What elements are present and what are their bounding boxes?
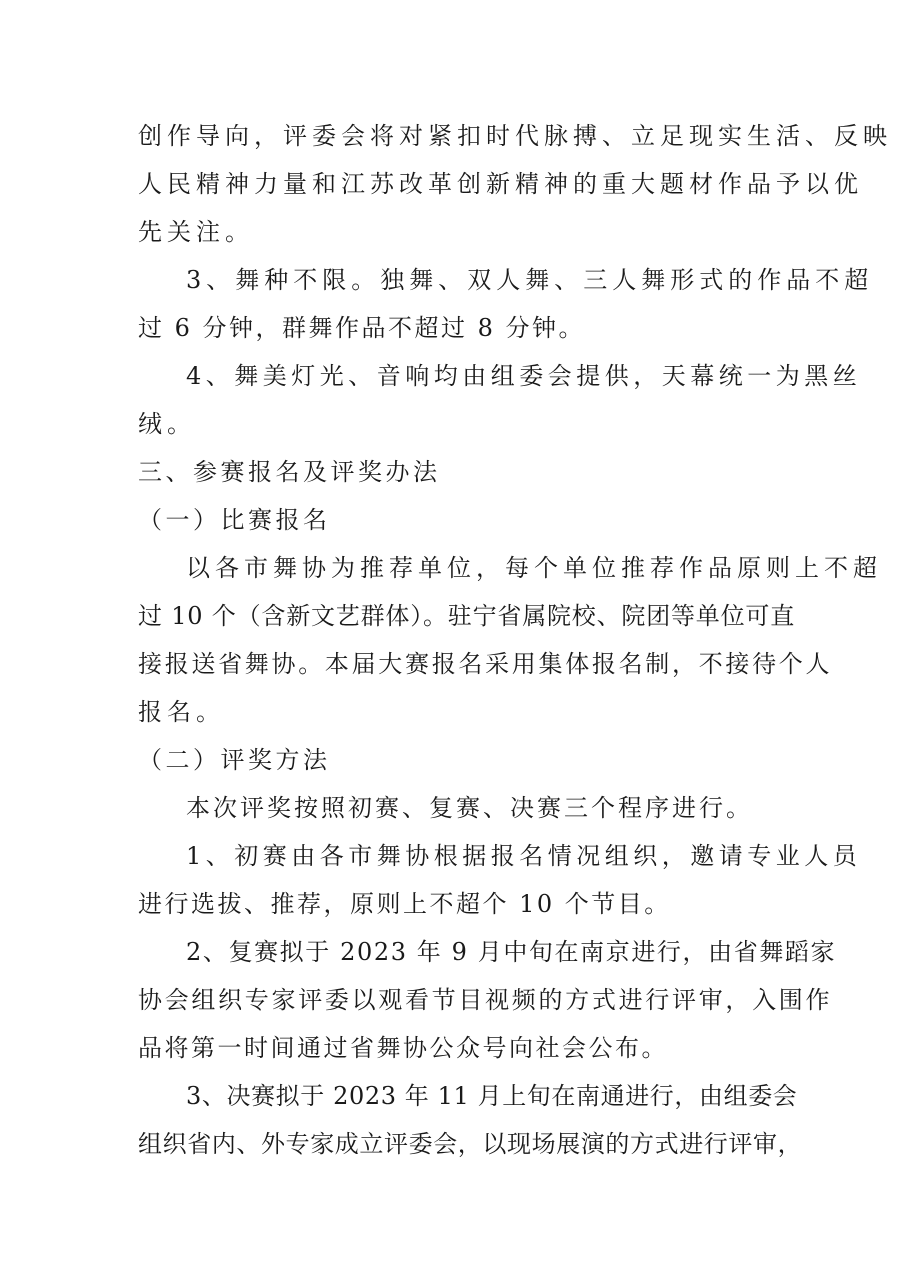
line-text: 4、舞美灯光、音响均由组委会提供，天幕统一为黑丝 (186, 362, 862, 390)
line-text: 协会组织专家评委以观看节目视频的方式进行评审，入围作 (138, 986, 833, 1014)
paragraph-line (0, 1120, 900, 1168)
line-text: 本次评奖按照初赛、复赛、决赛三个程序进行。 (186, 794, 753, 822)
line-text: 2、复赛拟于 2023 年 9 月中旬在南京进行，由省舞蹈家 (186, 938, 837, 966)
line-text: 3、舞种不限。独舞、双人舞、三人舞形式的作品不超 (186, 266, 874, 294)
subsection-heading-text: （一）比赛报名 (138, 506, 331, 534)
paragraph-line (0, 928, 900, 976)
line-text: 过 10 个（含新文艺群体）。驻宁省属院校、院团等单位可直 (138, 602, 795, 630)
line-text: 以各市舞协为推荐单位，每个单位推荐作品原则上不超 (186, 554, 882, 582)
paragraph-line (0, 1072, 900, 1120)
paragraph-line (0, 880, 900, 928)
line-text: 创作导向，评委会将对紧扣时代脉搏、立足现实生活、反映 (138, 122, 892, 150)
section-heading-text: 三、参赛报名及评奖办法 (138, 458, 441, 486)
section-heading (0, 448, 900, 496)
paragraph-line (0, 112, 900, 160)
line-text: 过 6 分钟，群舞作品不超过 8 分钟。 (138, 314, 586, 342)
paragraph-line (0, 832, 900, 880)
paragraph-line (0, 688, 900, 736)
paragraph-line (0, 352, 900, 400)
line-text: 进行选拔、推荐，原则上不超个 10 个节目。 (138, 890, 671, 918)
paragraph-line (0, 400, 900, 448)
paragraph-line (0, 592, 900, 640)
line-text: 接报送省舞协。本届大赛报名采用集体报名制，不接待个人 (138, 650, 833, 678)
paragraph-line (0, 976, 900, 1024)
line-text: 绒。 (138, 410, 196, 438)
subsection-heading (0, 736, 900, 784)
paragraph-line (0, 784, 900, 832)
paragraph-line (0, 1024, 900, 1072)
line-text: 1、初赛由各市舞协根据报名情况组织，邀请专业人员 (186, 842, 862, 870)
line-text: 组织省内、外专家成立评委会，以现场展演的方式进行评审， (138, 1130, 803, 1158)
subsection-heading-text: （二）评奖方法 (138, 746, 331, 774)
paragraph-line (0, 160, 900, 208)
line-text: 报名。 (138, 698, 225, 726)
subsection-heading (0, 496, 900, 544)
paragraph-line (0, 544, 900, 592)
line-text: 先关注。 (138, 218, 254, 246)
line-text: 3、决赛拟于 2023 年 11 月上旬在南通进行，由组委会 (186, 1082, 798, 1110)
paragraph-line (0, 640, 900, 688)
line-text: 品将第一时间通过省舞协公众号向社会公布。 (138, 1034, 668, 1062)
paragraph-line (0, 304, 900, 352)
paragraph-line (0, 256, 900, 304)
paragraph-line (0, 208, 900, 256)
line-text: 人民精神力量和江苏改革创新精神的重大题材作品予以优 (138, 170, 863, 198)
